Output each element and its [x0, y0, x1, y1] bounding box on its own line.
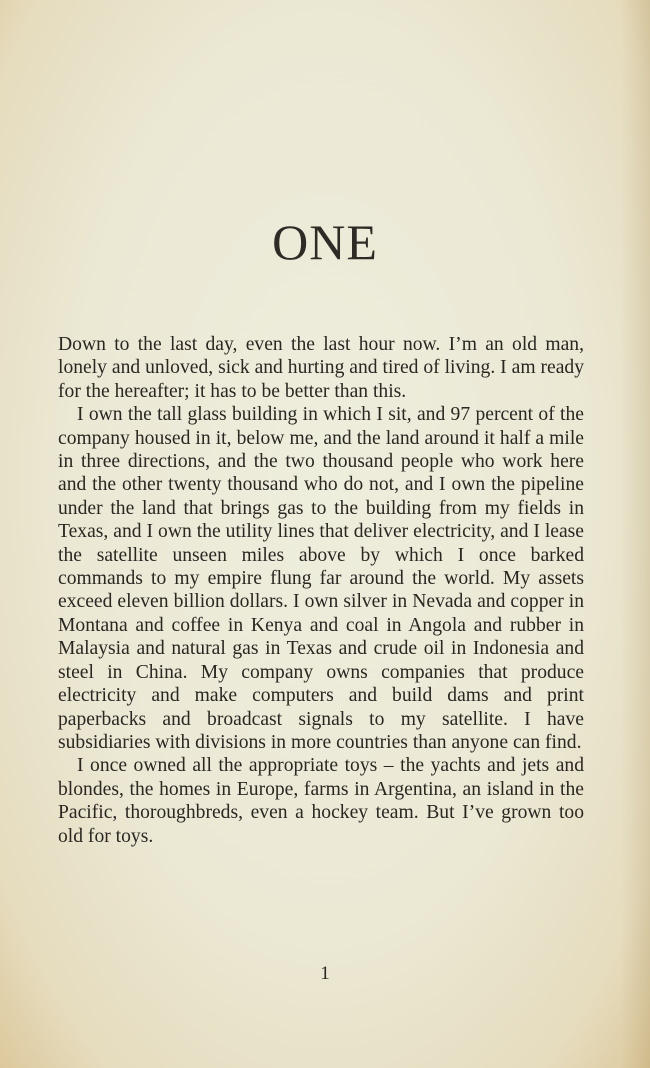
paragraph-1: Down to the last day, even the last hour now. I’m an old man, lonely and unloved, sick and hurting and tired of living. I am ready for the hereafter; it has to be better than this.	[58, 334, 584, 402]
page-number: 1	[320, 963, 330, 984]
chapter-title: ONE	[272, 214, 378, 270]
page-edge-shading	[620, 0, 650, 1068]
chapter-body	[58, 333, 584, 848]
paragraph-2: I own the tall glass building in which I sit, and 97 percent of the company housed in it, below me, and the land around it half a mile in three directions, and the two thousand people who work here and the other twenty thousand who do not, and I own the pipeline under the land that brings gas to the building from my fields in Texas, and I own the utility lines that deliver electricity, and I lease the satellite unseen miles above by which I once barked commands to my empire flung far around the world. My assets exceed eleven billion dollars. I own silver in Nevada and copper in Montana and coffee in Kenya and coal in Angola and rubber in Malaysia and natural gas in Texas and crude oil in Indonesia and steel in China. My company owns companies that produce electricity and make computers and build dams and print paperbacks and broadcast signals to my satellite. I have subsidiaries with divisions in more countries than anyone can find.	[58, 404, 584, 753]
paragraph-3: I once owned all the appropriate toys – the yachts and jets and blondes, the homes in Europe, farms in Argentina, an island in the Pacific, thoroughbreds, even a hockey team. But I’ve grown too old for toys.	[58, 755, 584, 847]
